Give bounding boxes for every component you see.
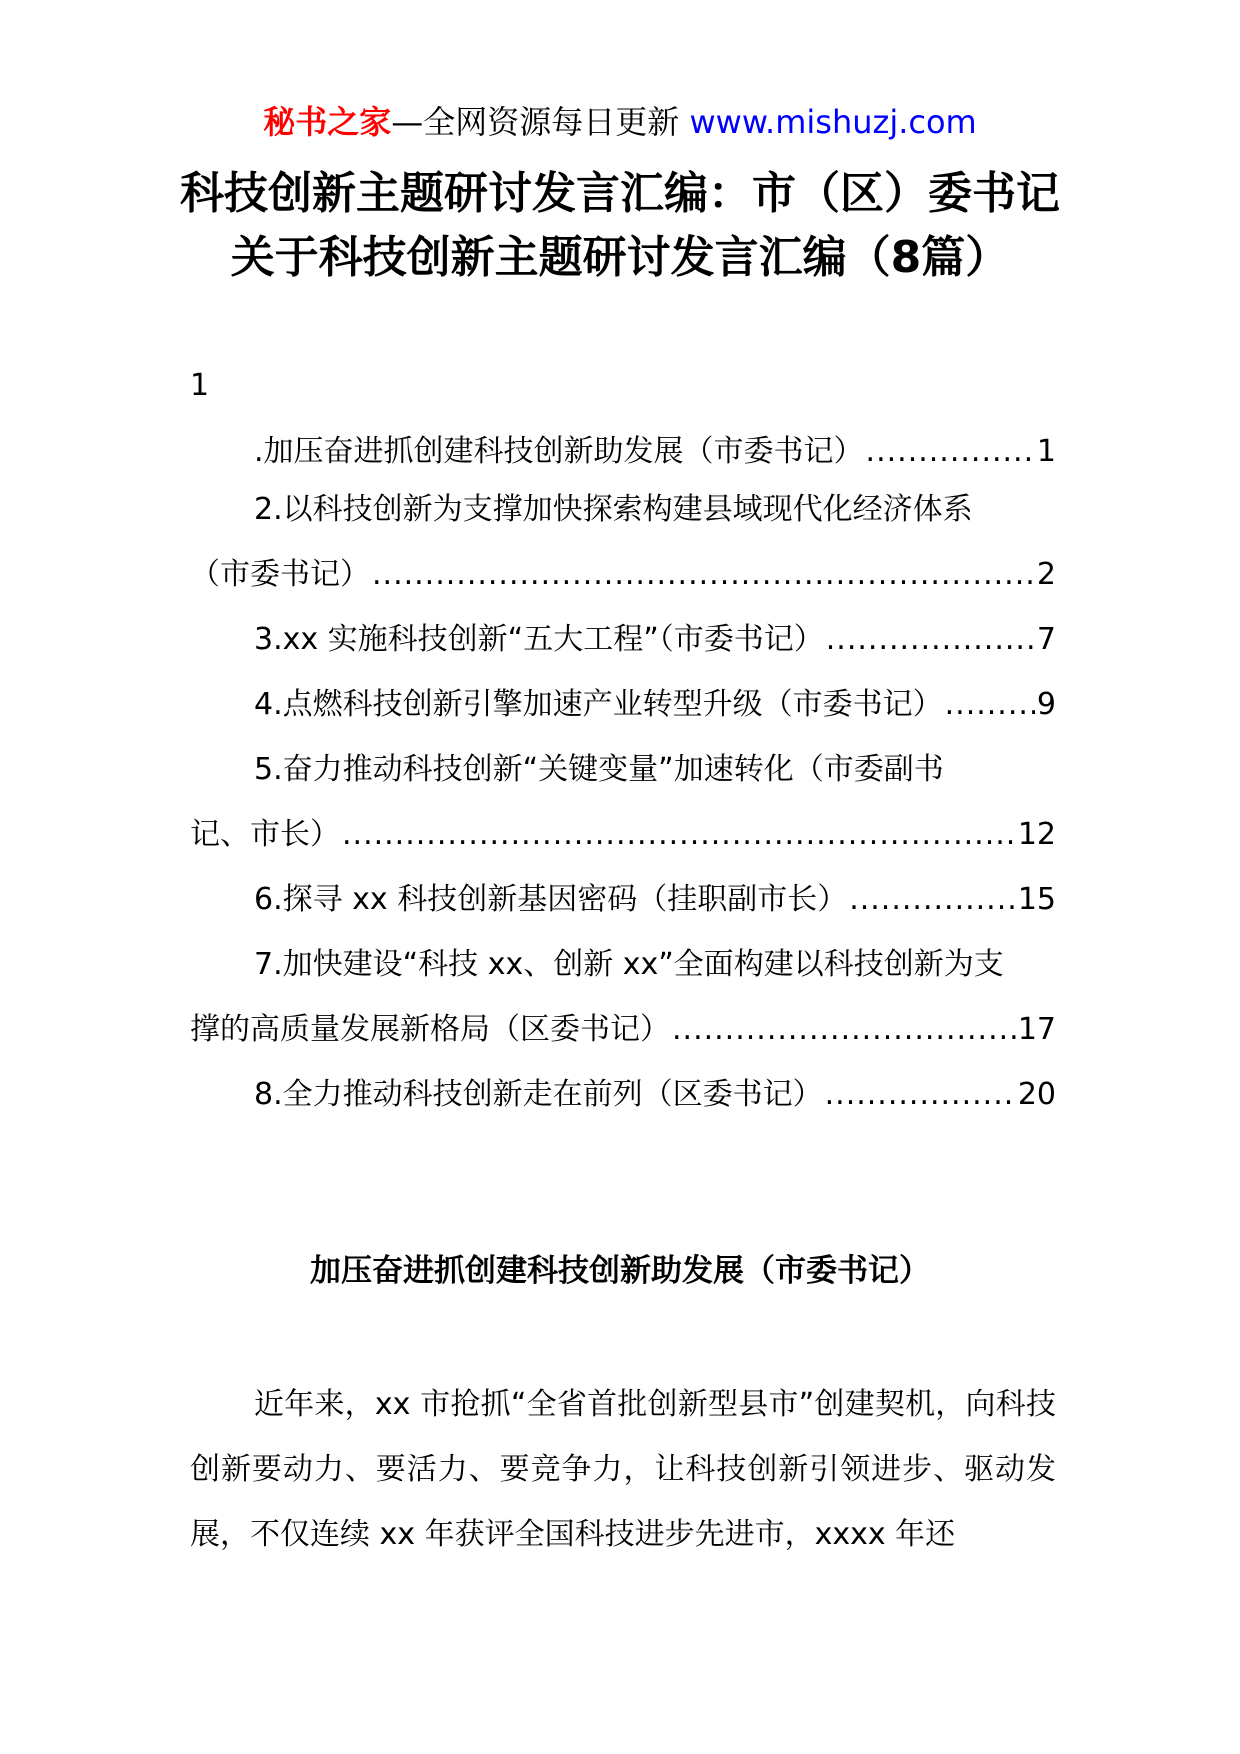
toc-entry-text: 3.xx 实施科技创新“五大工程”（市委书记） — [254, 622, 824, 657]
toc-page-number: 1 — [1036, 434, 1056, 469]
toc-page-number: 2 — [1036, 557, 1056, 592]
toc-entry-text: 8.全力推动科技创新走在前列（区委书记） — [254, 1077, 823, 1112]
toc-leader-dots — [945, 685, 1035, 725]
toc-entry-6[interactable] — [190, 880, 1056, 920]
header-tagline: —全网资源每日更新 — [391, 103, 690, 141]
toc-entry-2-line2[interactable] — [190, 555, 1056, 595]
toc-page-number: 15 — [1017, 882, 1056, 917]
toc-entry-text: 撑的高质量发展新格局（区委书记） — [190, 1012, 670, 1047]
toc-entry-7-line2[interactable] — [190, 1010, 1056, 1050]
brand-name: 秘书之家 — [263, 103, 392, 141]
toc-entry-8[interactable] — [190, 1075, 1056, 1115]
toc-entry-5-line2[interactable] — [190, 815, 1056, 855]
site-header — [0, 100, 1240, 144]
toc-entry-2-line1[interactable]: 2.以科技创新为支撑加快探索构建县域现代化经济体系 — [254, 492, 973, 527]
toc-leader-dots — [342, 815, 1016, 855]
site-link[interactable]: www.mishuzj.com — [689, 103, 977, 141]
toc-entry-text: .加压奋进抓创建科技创新助发展（市委书记） — [254, 434, 864, 469]
toc-entry-5-line1[interactable]: 5.奋力推动科技创新“关键变量”加速转化（市委副书 — [254, 752, 944, 787]
toc-heading: 1 — [190, 368, 210, 403]
toc-entry-text: 6.探寻 xx 科技创新基因密码（挂职副市长） — [254, 882, 848, 917]
toc-page-number: 12 — [1017, 817, 1056, 852]
body-paragraph: 近年来，xx 市抢抓“全省首批创新型县市”创建契机，向科技创新要动力、要活力、要竞争力，让科技创新引领进步、驱动发展，不仅连续 xx 年获评全国科技进步先进市，xxxx 年还 — [190, 1387, 1056, 1552]
toc-leader-dots — [866, 432, 1035, 472]
toc-leader-dots — [825, 1075, 1016, 1115]
toc-leader-dots — [372, 555, 1035, 595]
toc-entry-text: 4.点燃科技创新引擎加速产业转型升级（市委书记） — [254, 687, 943, 722]
toc-page-number: 7 — [1036, 622, 1056, 657]
toc-leader-dots — [672, 1010, 1016, 1050]
toc-entry-text: （市委书记） — [190, 557, 370, 592]
section-heading: 加压奋进抓创建科技创新助发展（市委书记） — [310, 1253, 930, 1289]
toc-entry-1[interactable] — [190, 432, 1056, 472]
toc-page-number: 20 — [1017, 1077, 1056, 1112]
document-title: 科技创新主题研讨发言汇编：市（区）委书记关于科技创新主题研讨发言汇编（8篇） — [180, 168, 1060, 283]
toc-entry-4[interactable] — [190, 685, 1056, 725]
toc-entry-3[interactable] — [190, 620, 1056, 660]
toc-leader-dots — [849, 880, 1016, 920]
toc-entry-7-line1[interactable]: 7.加快建设“科技 xx、创新 xx”全面构建以科技创新为支 — [254, 947, 1004, 982]
toc-leader-dots — [826, 620, 1035, 660]
toc-entry-text: 记、市长） — [190, 817, 340, 852]
toc-page-number: 9 — [1036, 687, 1056, 722]
toc-page-number: 17 — [1017, 1012, 1056, 1047]
